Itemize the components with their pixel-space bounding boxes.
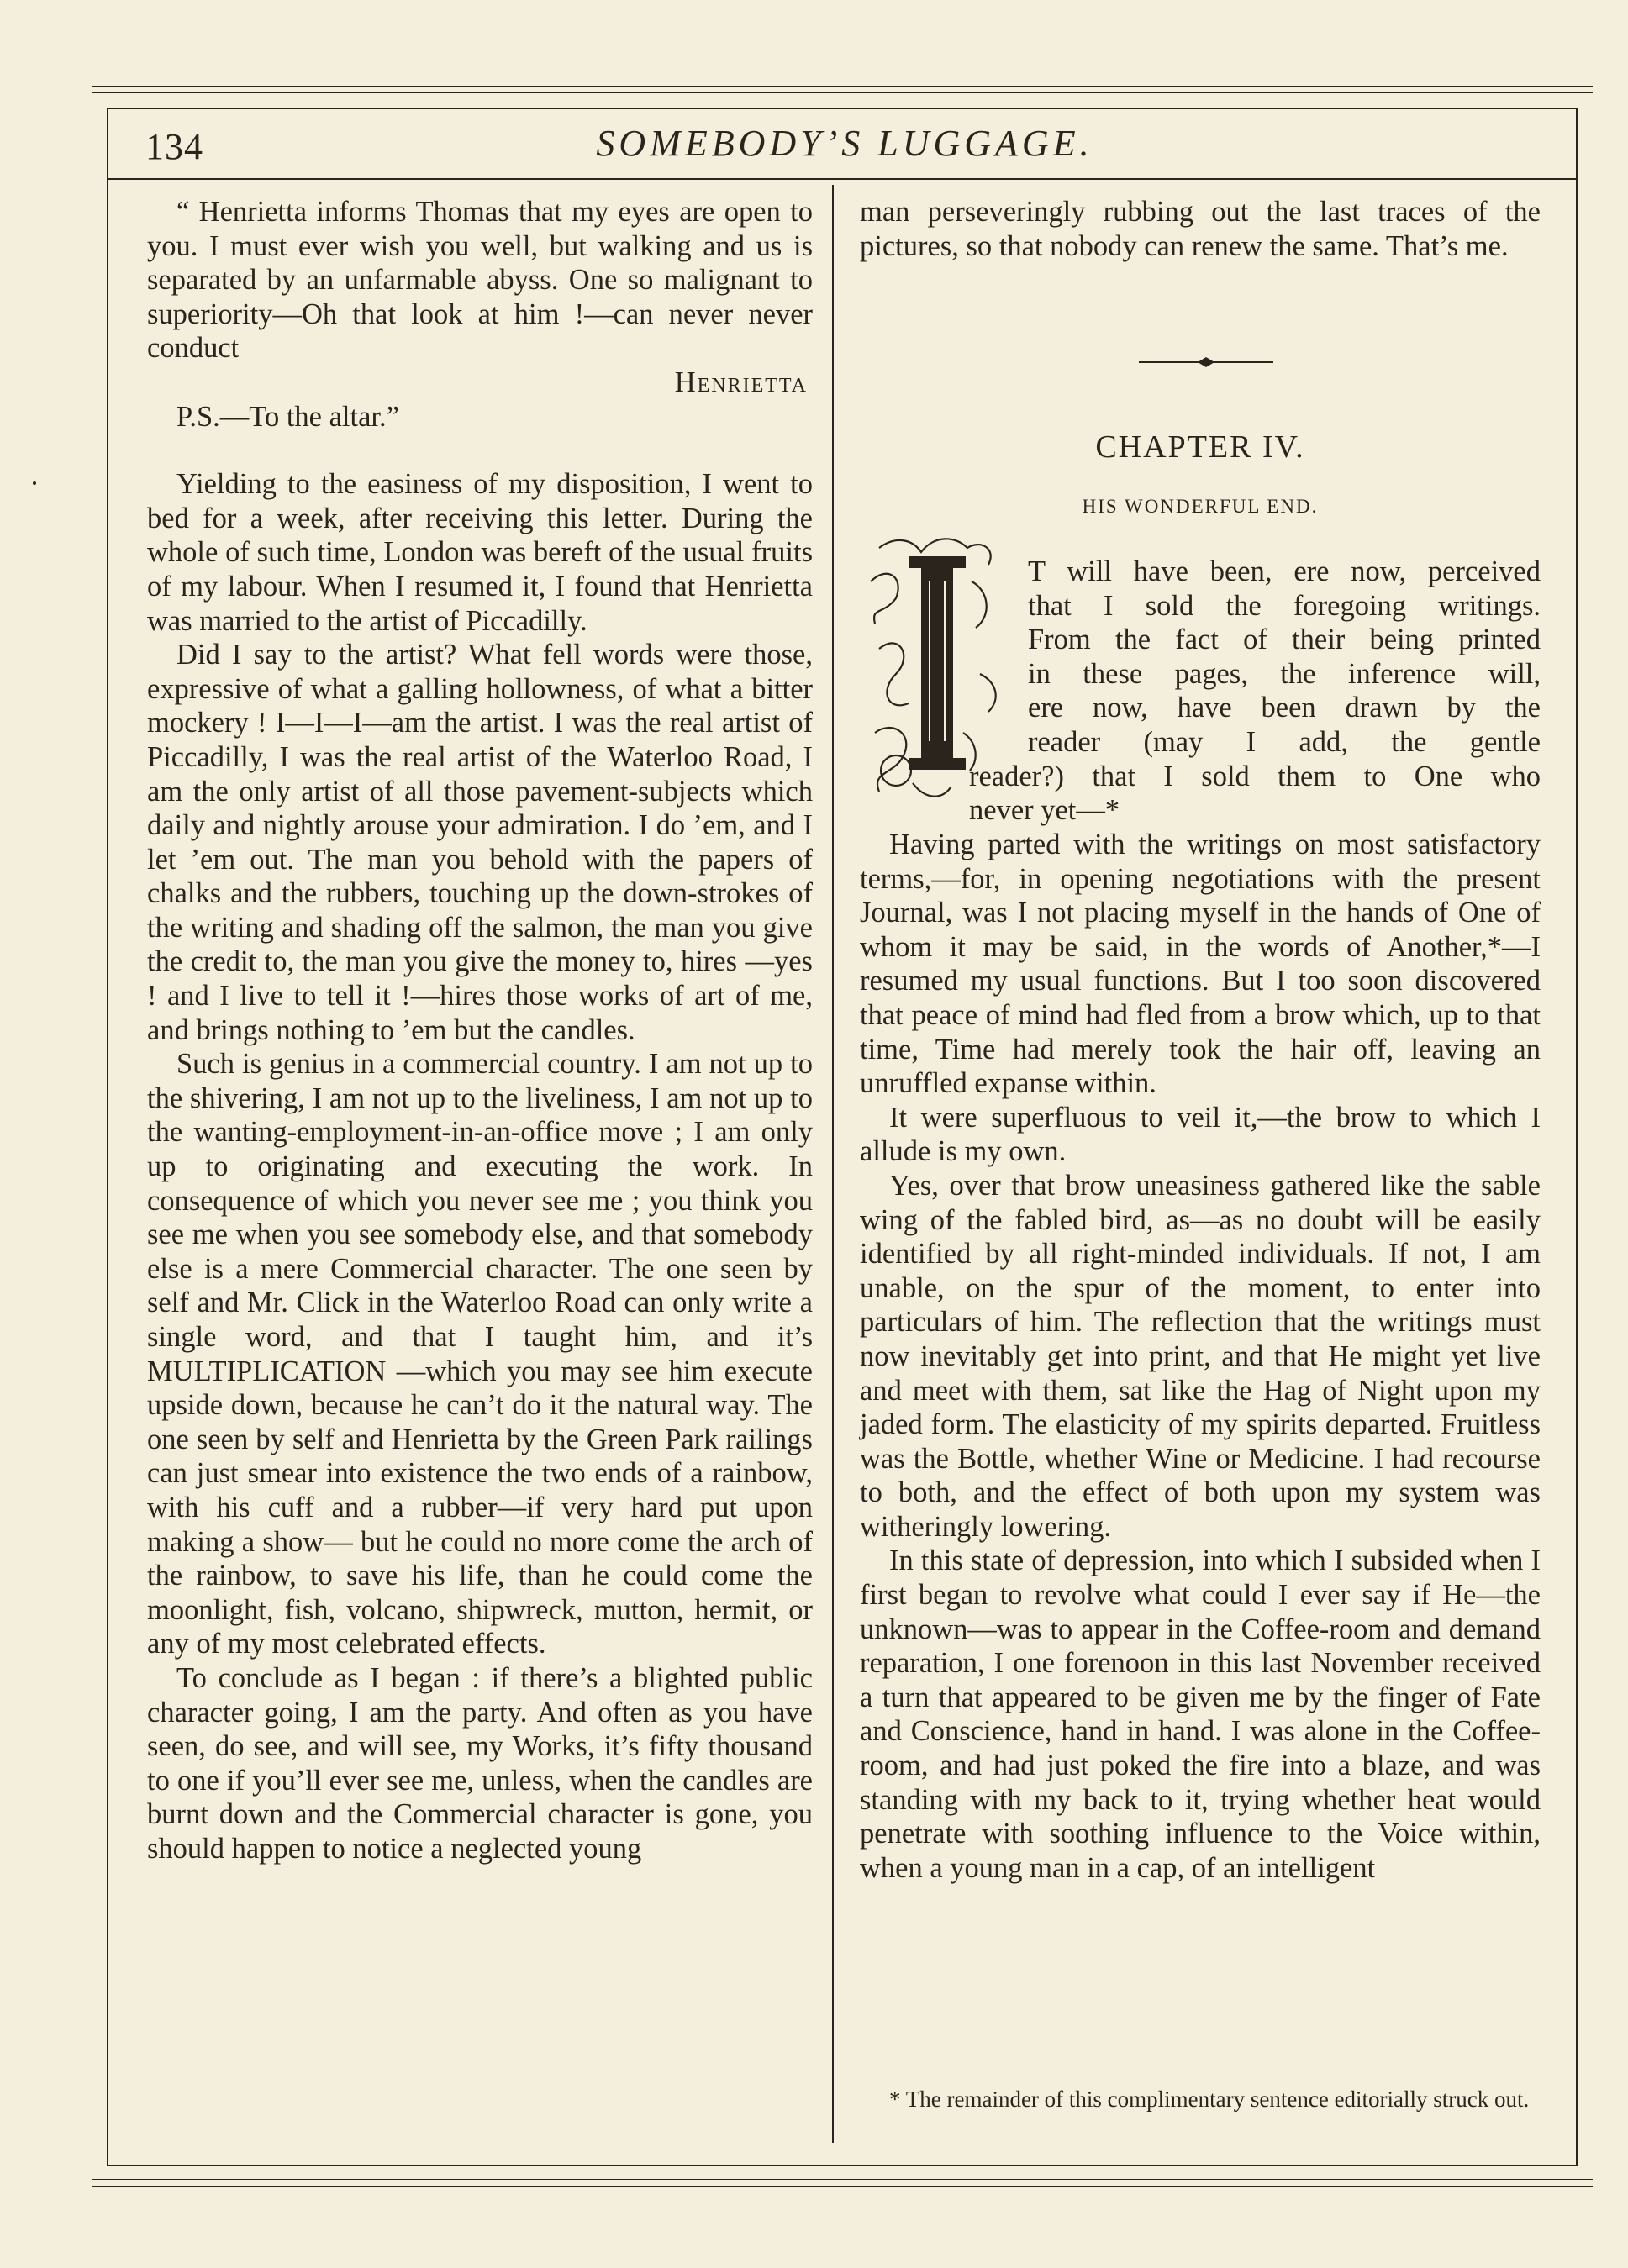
letter-signature: Henrietta (674, 366, 808, 398)
opening-line: From the fact of their being printed (1028, 624, 1541, 656)
paragraph: Yielding to the easiness of my disposition, I went to bed for a week, after receiving this letter. During the whole of such time, London was bereft of the usual fruits of my labour. When I resumed it, I found that Henrietta was married to the artist of Piccadilly. (147, 468, 813, 637)
chapter-opening (860, 555, 1541, 828)
paragraph: Such is genius in a commercial country. I am not up to the shivering, I am not up to the liveliness, I am not up to the wanting-employment-in-an-office move ; I am only up to originating and executing the work. In consequence of which you never see me ; you think you see me when you see somebody else, and that somebody else is a mere Commercial character. The one seen by self and Mr. Click in the Waterloo Road can only write a single word, and that I taught him, and it’s MULTIPLICATION —which you may see him execute upside down, because he can’t do it the natural way. The one seen by self and Henrietta by the Green Park railings can just smear into existence the two ends of a rainbow, with his cuff and a rubber—if very hard put upon making a show— but he could no more come the arch of the rainbow, to save his life, than he could come the moonlight, fish, volcano, shipwreck, mutton, hermit, or any of my most celebrated effects. (147, 1048, 813, 1660)
margin-dot (33, 481, 36, 485)
section-ornament (1139, 356, 1273, 368)
page-number: 134 (145, 126, 203, 167)
running-title: SOMEBODY’S LUGGAGE. (596, 123, 1093, 164)
opening-line: in these pages, the inference will, (1028, 657, 1541, 690)
chapter-title: CHAPTER IV. (1095, 429, 1305, 465)
opening-line: ere now, have been drawn by the (1028, 692, 1541, 724)
right-column-continuation (860, 195, 1541, 263)
opening-line: reader?) that I sold them to One who (969, 760, 1541, 792)
letter-postscript: P.S.—To the altar.” (176, 400, 399, 433)
top-rule-inner (92, 92, 1593, 93)
top-rule-outer (92, 86, 1593, 87)
bottom-rule-outer (92, 2186, 1593, 2187)
header-rule (107, 178, 1578, 180)
footnote-text: * The remainder of this complimentary sentence editorially struck out. (889, 2086, 1530, 2112)
paragraph: Did I say to the artist? What fell words were those, expressive of what a galling hollowness, of what a bitter mockery ! I—I—I—am the artist. I was the real artist of Piccadilly, I was the real artist of the Waterloo Road, I am the only artist of all those pavement-subjects which daily and nightly arouse your admiration. I do ’em, and I let ’em out. The man you behold with the papers of chalks and the rubbers, touching up the down-strokes of the writing and shading off the salmon, the man you give the credit to, the man you give the money to, hires —yes ! and I live to tell it !—hires those works of art of me, and brings nothing to ’em but the candles. (147, 639, 813, 1046)
paragraph: Having parted with the writings on most satisfactory terms,—for, in opening negotiations with the present Journal, was I not placing myself in the hands of One of whom it may be said, in the words of Another,*—I resumed my usual functions. But I too soon discovered that peace of mind had fled from a brow which, up to that time, Time had merely took the hair off, leaving an unruffled expanse within. (860, 829, 1541, 1100)
paragraph: It were superfluous to veil it,—the brow to which I allude is my own. (860, 1101, 1541, 1168)
column-divider (832, 185, 834, 2143)
opening-line: reader (may I add, the gentle (1028, 725, 1541, 758)
paragraph: In this state of depression, into which I subsided when I first began to revolve what could I ever say if He—the unknown—was to appear in the Coffee-room and demand reparation, I one forenoon in this last November received a turn that appeared to be given me by the finger of Fate and Conscience, hand in hand. I was alone in the Coffee-room, and had just poked the fire into a blaze, and was standing with my back to it, trying whether heat would penetrate with soothing influence to the Voice within, when a young man in a cap, of an intelligent (860, 1544, 1541, 1884)
footnote (860, 2086, 1541, 2112)
paragraph: Yes, over that brow uneasiness gathered like the sable wing of the fabled bird, as—as no doubt will be easily identified by all right-minded individuals. If not, I am unable, on the spur of the moment, to enter into particulars of him. The reflection that the writings must now inevitably get into print, and that He might yet live and meet with them, sat like the Hag of Night upon my jaded form. The elasticity of my spirits departed. Fruitless was the Bottle, whether Wine or Medicine. I had recourse to both, and the effect of both upon my system was witheringly lowering. (860, 1169, 1541, 1543)
letter-body: “ Henrietta informs Thomas that my eyes are open to you. I must ever wish you well, but walking and us is separated by an unfarmable abyss. One so malignant to superiority—Oh that look at him !—can never never conduct (147, 196, 813, 365)
continuation-text: man perseveringly rubbing out the last traces of the pictures, so that nobody can renew the same. That’s me. (860, 196, 1541, 262)
opening-line: T will have been, ere now, perceived (1028, 555, 1541, 587)
bottom-rule-inner (92, 2179, 1593, 2180)
paragraph: To conclude as I began : if there’s a blighted public character going, I am the party. And often as you have seen, do see, and will see, my Works, it’s fifty thousand to one if you’ll ever see me, unless, when the candles are burnt down and the Commercial character is gone, you should happen to notice a neglected young (147, 1661, 813, 1865)
right-column-body (860, 828, 1541, 1885)
opening-line: never yet—* (969, 794, 1120, 827)
opening-line: that I sold the foregoing writings. (1028, 589, 1541, 622)
left-column (147, 195, 813, 1866)
chapter-subtitle: HIS WONDERFUL END. (1082, 496, 1319, 517)
page-header (139, 122, 1551, 172)
